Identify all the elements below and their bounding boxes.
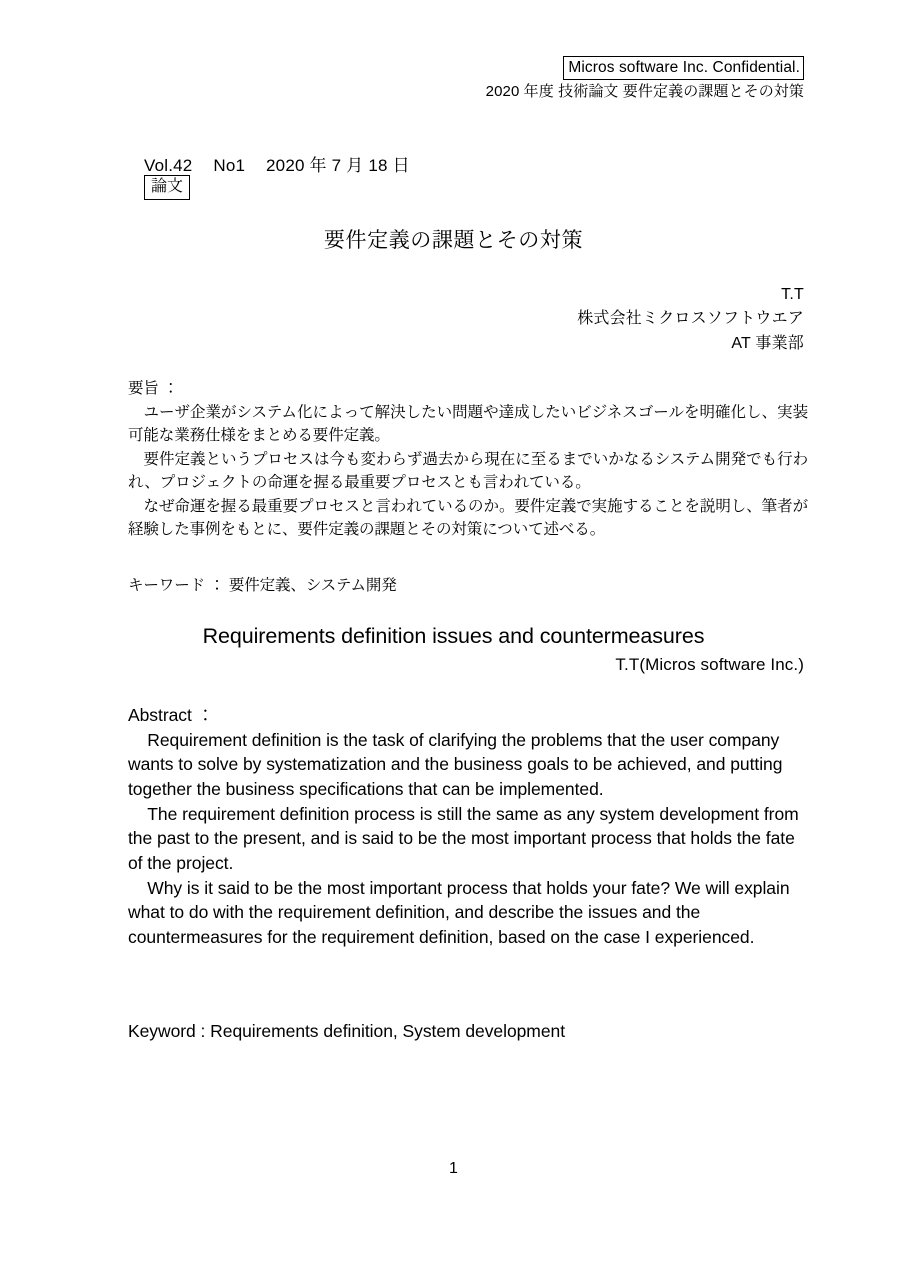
author-division: AT 事業部 <box>731 334 804 352</box>
document-type-badge: 論文 <box>144 175 190 200</box>
publication-date: 2020 年 7 月 18 日 <box>266 156 410 175</box>
abstract-paragraph: 要件定義というプロセスは今も変わらず過去から現在に至るまでいかなるシステム開発でも行われ、プロジェクトの命運を握る最重要プロセスとも言われている。 <box>128 450 808 492</box>
volume-number: Vol.42 <box>144 156 193 175</box>
abstract-english <box>128 703 808 950</box>
confidentiality-notice: Micros software Inc. Confidential. <box>563 56 804 80</box>
keywords-japanese: キーワード ： 要件定義、システム開発 <box>128 577 397 594</box>
keywords-english: Keyword : Requirements definition, System development <box>128 1021 566 1041</box>
issue-number: No1 <box>213 156 246 175</box>
page-title-japanese: 要件定義の課題とその対策 <box>323 229 584 252</box>
author-byline-english: T.T(Micros software Inc.) <box>615 655 804 674</box>
abstract-paragraph: Requirement definition is the task of clarifying the problems that the user company wants to solve by systematization and the business goals to be achieved, and putting together the business specifications that can be implemented. <box>128 729 783 800</box>
abstract-japanese <box>128 377 808 542</box>
footer-page-number: 1 <box>449 1160 458 1177</box>
abstract-label-english: Abstract ： <box>128 705 215 725</box>
author-company: 株式会社ミクロスソフトウエア <box>577 310 804 328</box>
running-header-subtitle: 2020 年度 技術論文 要件定義の課題とその対策 <box>485 83 804 101</box>
masthead-volume-line <box>144 151 410 176</box>
page-title-english: Requirements definition issues and countermeasures <box>202 624 705 648</box>
abstract-paragraph: なぜ命運を握る最重要プロセスと言われているのか。要件定義で実施することを説明し、筆者が経験した事例をもとに、要件定義の課題とその対策について述べる。 <box>128 497 808 539</box>
running-header <box>486 56 804 99</box>
abstract-paragraph: Why is it said to be the most important process that holds your fate? We will explain what to do with the requirement definition, and describe the issues and the countermeasures for the requirement definition, based on the case I experienced. <box>128 877 790 948</box>
author-block-japanese <box>577 283 804 356</box>
author-name: T.T <box>781 286 804 303</box>
abstract-paragraph: ユーザ企業がシステム化によって解決したい問題や達成したいビジネスゴールを明確化し、実装可能な業務仕様をまとめる要件定義。 <box>128 403 808 445</box>
abstract-paragraph: The requirement definition process is still the same as any system development from the past to the present, and is said to be the most important process that holds the fate of the project. <box>128 803 799 874</box>
abstract-label-japanese: 要旨 ： <box>128 380 179 397</box>
